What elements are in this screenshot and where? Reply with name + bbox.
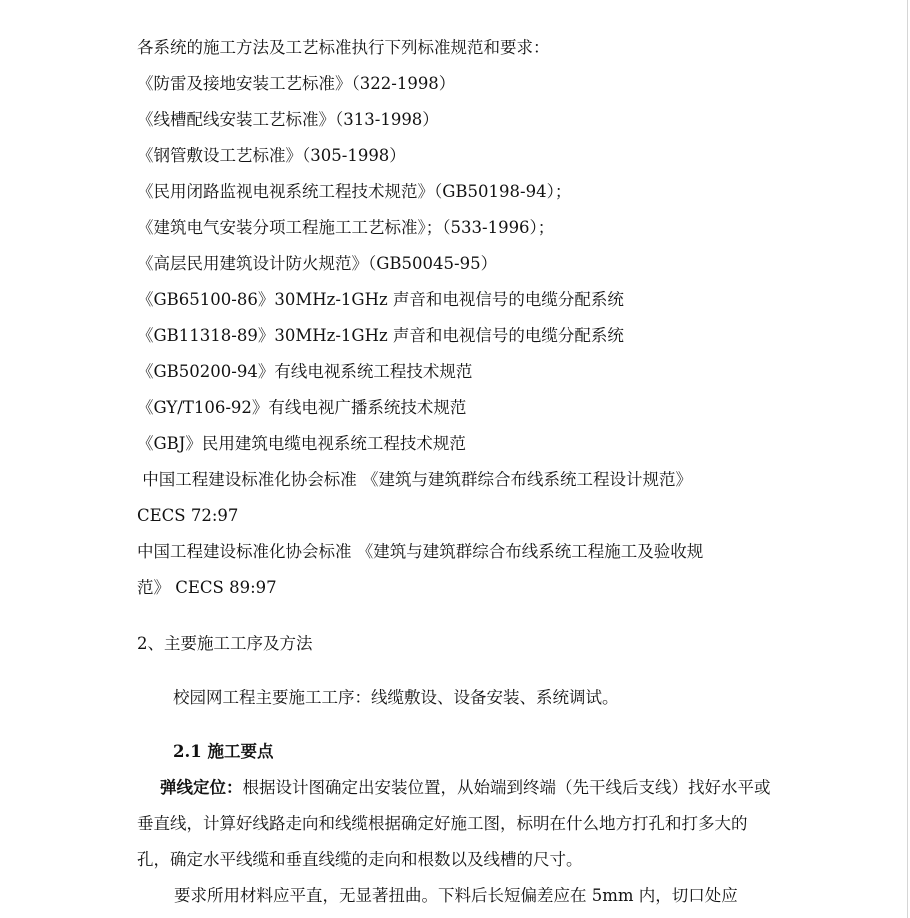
section-2-intro: 校园网工程主要施工工序：线缆敷设、设备安装、系统调试。 — [173, 688, 619, 707]
cecs-standard-1-line-1: 中国工程建设标准化协会标准 《建筑与建筑群综合布线系统工程设计规范》 — [137, 470, 692, 489]
cecs-standard-1-line-2: CECS 72:97 — [137, 506, 239, 525]
document-body — [137, 30, 787, 914]
paragraph-material-requirements: 要求所用材料应平直，无显著扭曲。下料后长短偏差应在 5mm 内，切口处应 — [174, 886, 738, 905]
standard-item: 《GB50200-94》有线电视系统工程技术规范 — [137, 362, 473, 381]
standard-item: 《GY/T106-92》有线电视广播系统技术规范 — [137, 398, 467, 417]
standard-item: 《钢管敷设工艺标准》（305-1998） — [137, 146, 406, 165]
standard-item: 《防雷及接地安装工艺标准》（322-1998） — [137, 74, 456, 93]
standard-item: 《高层民用建筑设计防火规范》（GB50045-95） — [137, 254, 498, 273]
standard-item: 《民用闭路监视电视系统工程技术规范》（GB50198-94）； — [137, 182, 572, 201]
standard-item: 《线槽配线安装工艺标准》（313-1998） — [137, 110, 439, 129]
cecs-standard-2-line-1: 中国工程建设标准化协会标准 《建筑与建筑群综合布线系统工程施工及验收规 — [137, 542, 704, 561]
standard-item: 《GBJ》民用建筑电缆电视系统工程技术规范 — [137, 434, 466, 453]
intro-text: 各系统的施工方法及工艺标准执行下列标准规范和要求： — [137, 38, 550, 57]
standard-item: 《建筑电气安装分项工程施工工艺标准》；（533-1996）； — [137, 218, 555, 237]
paragraph-text: 根据设计图确定出安装位置，从始端到终端（先干线后支线）找好水平或垂直线，计算好线路走向和线缆根据确定好施工图，标明在什么地方打孔和打多大的孔，确定水平线缆和垂直线缆的走向和根数以及线槽的尺寸。 — [137, 778, 771, 869]
subsection-heading: 2.1 施工要点 — [173, 742, 274, 761]
standard-item: 《GB11318-89》30MHz-1GHz 声音和电视信号的电缆分配系统 — [137, 326, 624, 345]
paragraph-line-positioning — [137, 770, 777, 878]
standards-list — [137, 66, 787, 462]
standard-item: 《GB65100-86》30MHz-1GHz 声音和电视信号的电缆分配系统 — [137, 290, 624, 309]
paragraph-label: 弹线定位： — [160, 778, 243, 797]
section-2-heading: 2、主要施工工序及方法 — [137, 634, 313, 653]
cecs-standard-2-line-2: 范》 CECS 89:97 — [137, 578, 277, 597]
